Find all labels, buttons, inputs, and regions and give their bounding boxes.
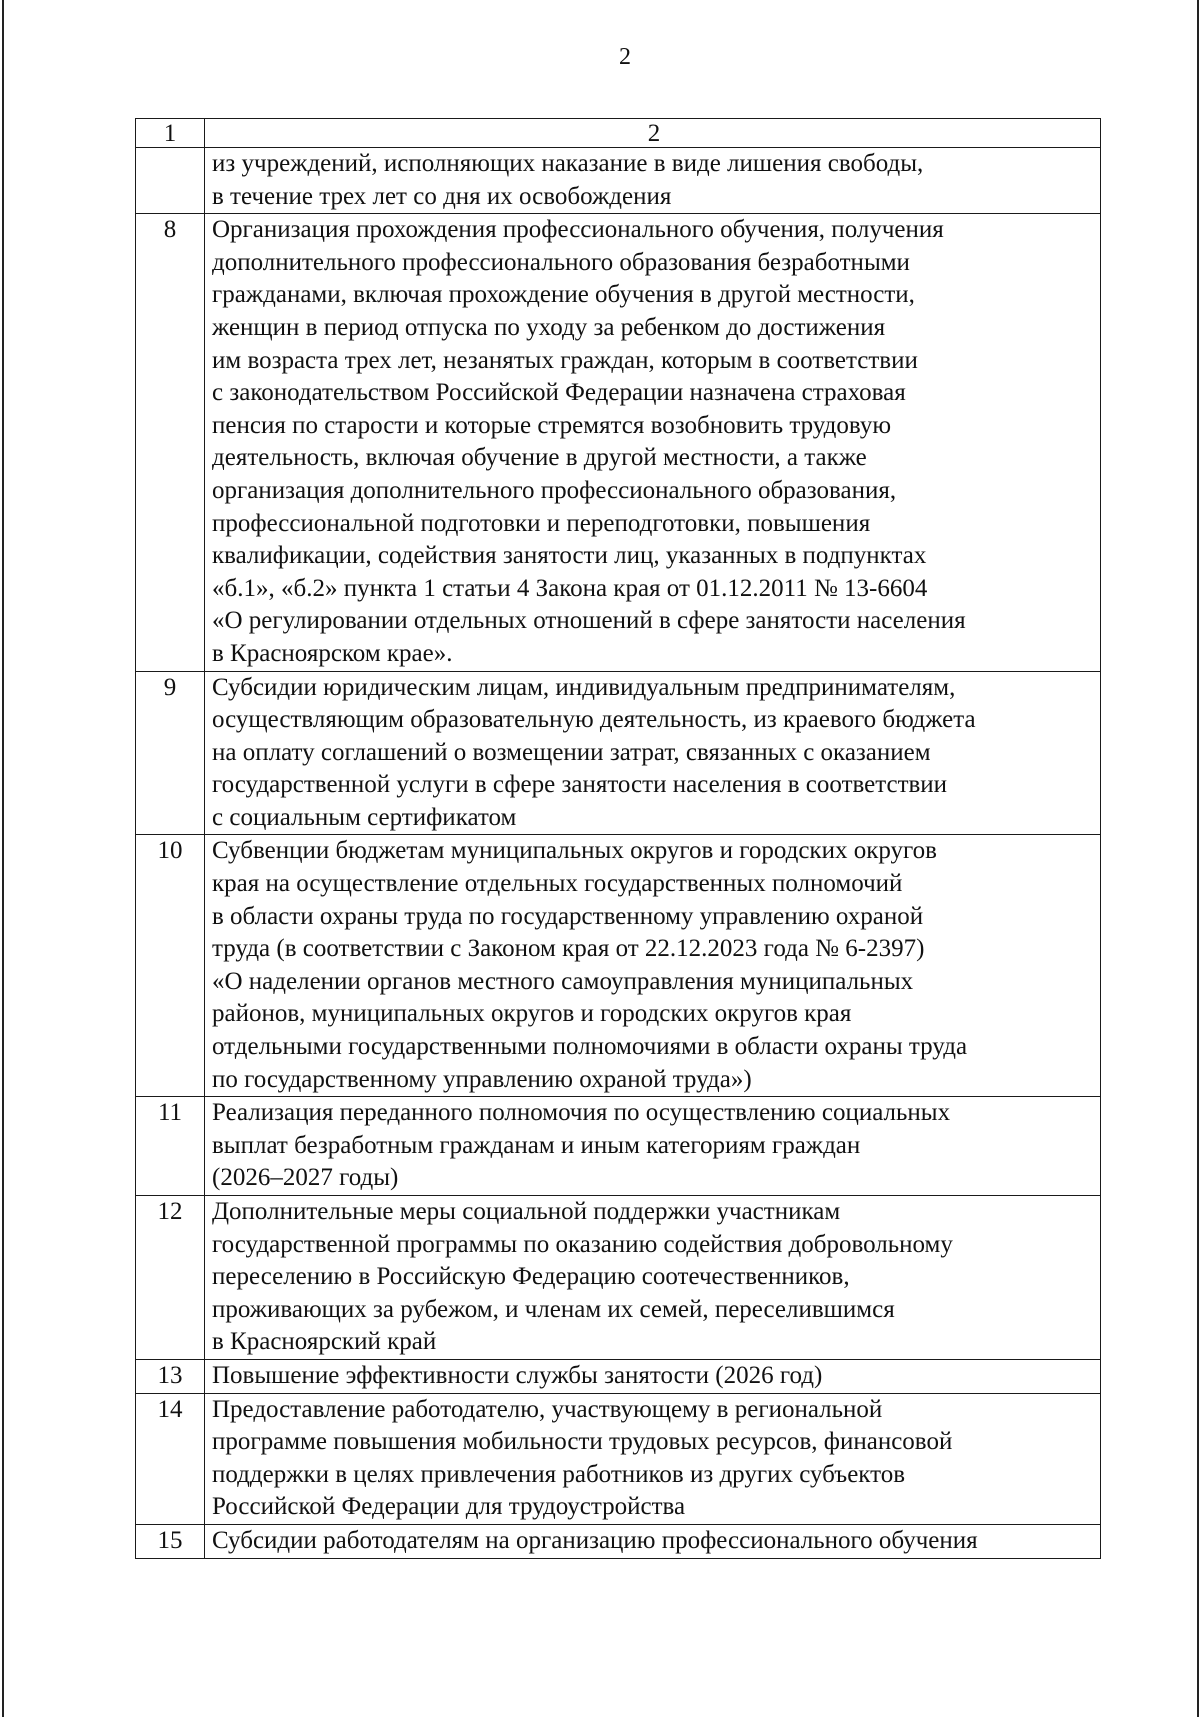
row-text-line: в течение трех лет со дня их освобождения bbox=[212, 182, 672, 210]
table-row bbox=[136, 1097, 1101, 1196]
row-text-line: осуществляющим образовательную деятельность, из краевого бюджета bbox=[212, 706, 976, 734]
row-number-cell: 12 bbox=[136, 1196, 205, 1360]
row-text-line: программе повышения мобильности трудовых ресурсов, финансовой bbox=[212, 1428, 953, 1456]
row-text-line: Российской Федерации для трудоустройства bbox=[212, 1493, 686, 1521]
row-text-cell bbox=[205, 1196, 1101, 1360]
row-text-line: Субсидии работодателям на организацию профессионального обучения bbox=[212, 1526, 978, 1554]
row-text-cell bbox=[205, 1524, 1101, 1558]
header-cell-text: 2 bbox=[205, 119, 1101, 148]
header-cell-number: 1 bbox=[136, 119, 205, 148]
row-text-line: (2026–2027 годы) bbox=[212, 1164, 399, 1192]
table-row bbox=[136, 1359, 1101, 1393]
table-row bbox=[136, 1524, 1101, 1558]
row-text-line: Повышение эффективности службы занятости (2026 год) bbox=[212, 1361, 823, 1389]
row-text-line: дополнительного профессионального образования безработными bbox=[212, 248, 910, 276]
row-text-line: с законодательством Российской Федерации назначена страховая bbox=[212, 379, 906, 407]
row-text-line: Реализация переданного полномочия по осуществлению социальных bbox=[212, 1099, 951, 1127]
row-number-cell: 14 bbox=[136, 1393, 205, 1524]
page-left-edge bbox=[2, 0, 4, 1717]
row-text-line: «О регулировании отдельных отношений в сфере занятости населения bbox=[212, 607, 966, 635]
table-row bbox=[136, 1393, 1101, 1524]
program-measures-table bbox=[135, 118, 1101, 1559]
table-row bbox=[136, 1196, 1101, 1360]
row-number-cell: 11 bbox=[136, 1097, 205, 1196]
row-text-line: Дополнительные меры социальной поддержки участникам bbox=[212, 1198, 841, 1225]
table-header-row bbox=[136, 119, 1101, 148]
row-text-line: женщин в период отпуска по уходу за ребенком до достижения bbox=[212, 313, 886, 341]
row-text-line: Организация прохождения профессионального обучения, получения bbox=[212, 216, 944, 244]
row-text-line: районов, муниципальных округов и городских округов края bbox=[212, 1000, 852, 1028]
row-text-line: на оплату соглашений о возмещении затрат, связанных с оказанием bbox=[212, 738, 931, 766]
row-text-line: выплат безработным гражданам и иным категориям граждан bbox=[212, 1131, 861, 1159]
row-text-cell bbox=[205, 1359, 1101, 1393]
row-text-line: переселению в Российскую Федерацию соотечественников, bbox=[212, 1263, 850, 1291]
table-body bbox=[136, 119, 1101, 1559]
row-text-cell bbox=[205, 835, 1101, 1097]
row-text-line: проживающих за рубежом, и членам их семей, переселившимся bbox=[212, 1295, 895, 1323]
row-text-line: квалификации, содействия занятости лиц, указанных в подпунктах bbox=[212, 542, 927, 570]
row-text-line: отдельными государственными полномочиями в области охраны труда bbox=[212, 1033, 968, 1061]
row-text-line: в Красноярский край bbox=[212, 1328, 437, 1356]
row-text-line: с социальным сертификатом bbox=[212, 803, 517, 831]
row-text-line: Субсидии юридическим лицам, индивидуальным предпринимателям, bbox=[212, 673, 956, 701]
row-text-line: Субвенции бюджетам муниципальных округов и городских округов bbox=[212, 837, 937, 865]
row-text-line: организация дополнительного профессионального образования, bbox=[212, 476, 897, 504]
row-text-cell bbox=[205, 148, 1101, 214]
row-text-line: деятельность, включая обучение в другой местности, а также bbox=[212, 444, 867, 472]
row-number-cell: 15 bbox=[136, 1524, 205, 1558]
row-text-line: в Красноярском крае». bbox=[212, 639, 453, 667]
row-number-cell: 9 bbox=[136, 671, 205, 835]
table-row bbox=[136, 148, 1101, 214]
row-text-line: профессиональной подготовки и переподготовки, повышения bbox=[212, 509, 871, 537]
row-text-line: государственной программы по оказанию содействия добровольному bbox=[212, 1230, 953, 1258]
row-text-line: края на осуществление отдельных государственных полномочий bbox=[212, 870, 903, 898]
row-text-line: Предоставление работодателю, участвующему в региональной bbox=[212, 1395, 883, 1423]
table-row bbox=[136, 835, 1101, 1097]
row-text-cell bbox=[205, 671, 1101, 835]
table-row bbox=[136, 214, 1101, 671]
row-text-line: гражданами, включая прохождение обучения в другой местности, bbox=[212, 281, 915, 309]
row-text-cell bbox=[205, 214, 1101, 671]
row-text-line: государственной услуги в сфере занятости населения в соответствии bbox=[212, 771, 948, 799]
row-text-cell bbox=[205, 1393, 1101, 1524]
page-number: 2 bbox=[619, 44, 631, 70]
row-text-line: «О наделении органов местного самоуправления муниципальных bbox=[212, 967, 914, 995]
row-number-cell: 13 bbox=[136, 1359, 205, 1393]
row-text-line: из учреждений, исполняющих наказание в виде лишения свободы, bbox=[212, 150, 924, 177]
row-number-cell: 10 bbox=[136, 835, 205, 1097]
table-row bbox=[136, 671, 1101, 835]
page-right-edge bbox=[1197, 0, 1199, 1717]
row-text-line: в области охраны труда по государственному управлению охраной bbox=[212, 902, 924, 930]
row-text-cell bbox=[205, 1097, 1101, 1196]
row-number-cell: 8 bbox=[136, 214, 205, 671]
row-text-line: «б.1», «б.2» пункта 1 статьи 4 Закона края от 01.12.2011 № 13-6604 bbox=[212, 574, 928, 602]
row-number-cell bbox=[136, 148, 205, 214]
row-text-line: поддержки в целях привлечения работников из других субъектов bbox=[212, 1460, 906, 1488]
row-text-line: труда (в соответствии с Законом края от 22.12.2023 года № 6-2397) bbox=[212, 935, 925, 963]
row-text-line: пенсия по старости и которые стремятся возобновить трудовую bbox=[212, 411, 892, 439]
row-text-line: им возраста трех лет, незанятых граждан, которым в соответствии bbox=[212, 346, 918, 374]
row-text-line: по государственному управлению охраной труда») bbox=[212, 1065, 752, 1093]
